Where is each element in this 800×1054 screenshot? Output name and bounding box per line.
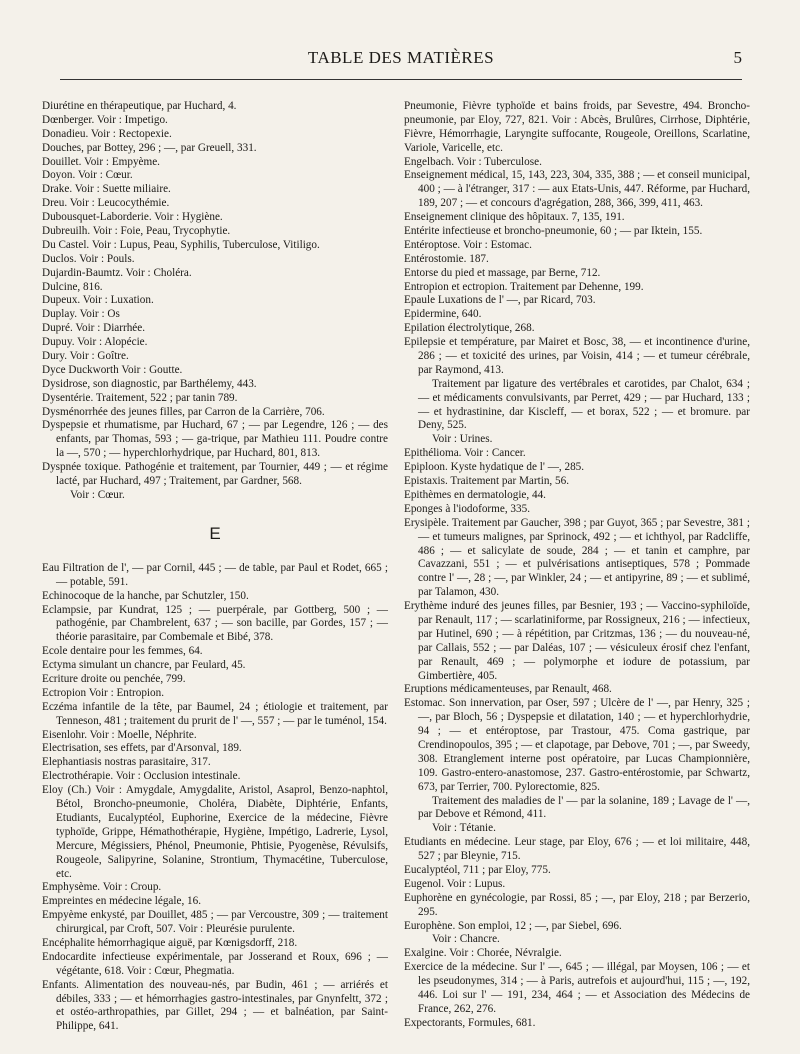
index-entry: Dubreuilh. Voir : Foie, Peau, Trycophytie. [42,225,231,238]
index-entry: Pneumonie, Fièvre typhoïde et bains froids, par Sevestre, 494. Broncho-pneumonie, par Eloy, 727, 821. Voir : Abcès, Brulûres, Cirrhose, Diphtérie, Fièvre, Hémorrhagie, Laryngite suffocante, Rougeole, Oreillons, Scarlatine, Variole, Varicelle, etc. [404,100,750,154]
index-entry: Emphysème. Voir : Croup. [42,881,162,894]
index-entry: Dysménorrhée des jeunes filles, par Carron de la Carrière, 706. [42,405,325,418]
index-entry: Dupeux. Voir : Luxation. [42,294,154,307]
index-entry: Dubousquet-Laborderie. Voir : Hygiène. [42,211,223,224]
index-entry: Du Castel. Voir : Lupus, Peau, Syphilis, Tuberculose, Vitiligo. [42,238,320,251]
index-entry: Electrothérapie. Voir : Occlusion intestinale. [42,770,241,783]
index-see-also: Voir : Chancre. [432,933,500,946]
index-entry: Europhène. Son emploi, 12 ; —, par Siebel, 696. [404,919,622,932]
index-entry: Epithélioma. Voir : Cancer. [404,447,526,460]
index-entry: Entorse du pied et massage, par Berne, 712. [404,266,601,279]
index-entry: Eau Filtration de l', — par Cornil, 445 ; — de table, par Paul et Rodet, 665 ; — potable, 591. [42,561,388,588]
index-entry: Epithèmes en dermatologie, 44. [404,488,546,501]
index-entry: Enseignement médical, 15, 143, 223, 304, 335, 388 ; — et conseil municipal, 400 ; — à l'étranger, 317 : — aux Etats-Unis, 447. Réforme, par Huchard, 189, 207 ; — et concours d'agrégation, 288, 366, 399, 411, 463. [404,169,750,210]
index-entry: Eloy (Ch.) Voir : Amygdale, Amygdalite, Aristol, Asaprol, Benzo-naphtol, Bétol, Broncho-pneumonie, Choléra, Diabète, Diphtérie, Enfants, Etudiants, Eucalyptéol, Euphorine, Exercice de la médecine, Fièvre typhoïde, Grippe, Hémathothérapie, Hygiène, Impétigo, Ladrerie, Lysol, Mercure, Mégissiers, Phénol, Pneumonie, Phtisie, Pyogenèse, Révulsifs, Rougeole, Salipyrine, Solanine, Strontium, Thymacétine, Tuberculose, etc. [42,784,388,880]
index-entry: Eugenol. Voir : Lupus. [404,877,506,890]
index-entry: Epiploon. Kyste hydatique de l' —, 285. [404,461,585,474]
index-entry: Dreu. Voir : Leucocythémie. [42,197,170,210]
index-see-also: Voir : Urines. [432,433,493,446]
index-entry: Donadieu. Voir : Rectopexie. [42,127,172,140]
page-header [60,48,742,72]
index-entry: Duplay. Voir : Os [42,308,120,321]
index-entry: Electrisation, ses effets, par d'Arsonval, 189. [42,742,242,755]
index-entry: Dysidrose, son diagnostic, par Barthélemy, 443. [42,377,257,390]
index-entry: Diurétine en thérapeutique, par Huchard, 4. [42,100,237,112]
index-entry: Erysipèle. Traitement par Gaucher, 398 ; par Guyot, 365 ; par Sevestre, 381 ; — et tumeurs malignes, par Sprinock, 492 ; — et ichthyol, par Radcliffe, 486 ; — et salicylate de soude, 284 ; — et tanin et camphre, par Cavazzani, 551 ; — et pulvérisations antiseptiques, 578 ; Pommade contre l' —, 28 ; —, par Winkler, 24 ; — et antipyrine, 89 ; — et sublimé, par Talamon, 430. [404,516,750,599]
index-entry: Empyème enkysté, par Douillet, 485 ; — par Vercoustre, 309 ; — traitement chirurgical, par Croft, 507. Voir : Pleurésie purulente. [42,909,388,936]
section-letter: E [209,523,221,543]
index-entry: Dyspnée toxique. Pathogénie et traitement, par Tournier, 449 ; — et régime lacté, par Huchard, 497 ; Traitement, par Gardner, 568. [42,461,388,488]
index-entry: Enfants. Alimentation des nouveau-nés, par Budin, 461 ; — arriérés et débiles, 333 ; — et hémorrhagies gastro-intestinales, par Gnynfeltt, 372 ; et ostéo-arthropathies, par Gillet, 294 ; — et balnéation, par Saint-Philippe, 641. [42,978,388,1033]
index-entry: Erythème induré des jeunes filles, par Besnier, 193 ; — Vaccino-syphiloïde, par Renault, 117 ; — scarlatiniforme, par Rossigneux, 216 ; — infectieux, par Hutinel, 690 ; — à répétition, par Critzmas, 136 ; — du nouveau-né, par Callais, 552 ; — par Daléas, 107 ; — vésiculeux érosif chez l'enfant, par Renault, 469 ; — polymorphe et iodure de potassium, par Gimbertière, 405. [404,600,750,682]
index-entry: Epistaxis. Traitement par Martin, 56. [404,475,569,488]
index-entry: Doyon. Voir : Cœur. [42,169,133,182]
index-see-also: Voir : Tétanie. [432,822,496,835]
index-entry: Eruptions médicamenteuses, par Renault, 468. [404,683,612,696]
index-entry: Entérostomie. 187. [404,252,489,265]
index-entry: Eucalyptéol, 711 ; par Eloy, 775. [404,863,551,876]
index-entry: Exercice de la médecine. Sur l' —, 645 ; — illégal, par Moysen, 106 ; — et les pseudonymes, 314 ; — à Paris, autrefois et aujourd'hui, 115 ; —, 192, 446. Loi sur l' — 191, 234, 464 ; — et Association des Médecins de France, 262, 276. [404,961,750,1015]
index-entry: Ectropion Voir : Entropion. [42,686,165,699]
index-entry: Empreintes en médecine légale, 16. [42,895,202,908]
index-entry: Euphorène en gynécologie, par Rossi, 85 ; —, par Eloy, 218 ; par Berzerio, 295. [404,891,750,918]
index-entry: Duclos. Voir : Pouls. [42,252,135,265]
index-entry: Endocardite infectieuse expérimentale, par Josserand et Roux, 696 ; — végétante, 618. Voir : Cœur, Phegmatia. [42,950,388,977]
index-subparagraph: Traitement des maladies de l' — par la solanine, 189 ; Lavage de l' —, par Debove et Rémond, 411. [418,794,750,821]
index-entry: Enseignement clinique des hôpitaux. 7, 135, 191. [404,211,625,224]
index-entry: Ectyma simulant un chancre, par Feulard, 45. [42,659,246,672]
index-entry: Etudiants en médecine. Leur stage, par Eloy, 676 ; — et loi militaire, 448, 527 ; par Bleynie, 715. [404,836,750,863]
index-entry: Epilepsie et température, par Mairet et Bosc, 38, — et incontinence d'urine, 286 ; — et toxicité des urines, par Voisin, 414 ; — et tumeur cérébrale, par Raymond, 413. [404,336,750,376]
index-entry: Eclampsie, par Kundrat, 125 ; — puerpérale, par Gottberg, 500 ; — pathogénie, par Chambrelent, 637 ; — son bacille, par Gordes, 157 ; — théorie parasitaire, par Combemale et Bibé, 378. [42,603,388,644]
index-entry: Epilation électrolytique, 268. [404,322,535,335]
index-entry: Expectorants, Formules, 681. [404,1016,536,1029]
index-entry: Dyspepsie et rhumatisme, par Huchard, 67 ; — par Legendre, 126 ; — des enfants, par Thomas, 593 ; — ga-trique, par Mathieu 111. Poudre contre la —, 570 ; — hyperchlorhydrique, par Huchard, 801, 813. [42,419,388,460]
index-entry: Eponges à l'iodoforme, 335. [404,502,530,515]
index-entry: Eczéma infantile de la tête, par Baumel, 24 ; étiologie et traitement, par Tenneson, 481 ; traitement du prurit de l' —, 557 ; — par le tuménol, 154. [42,700,388,727]
index-entry: Epidermine, 640. [404,308,482,321]
right-column [404,100,750,1031]
index-entry: Entéroptose. Voir : Estomac. [404,238,532,251]
index-entry: Exalgine. Voir : Chorée, Névralgie. [404,947,562,960]
index-entry: Ecriture droite ou penchée, 799. [42,673,186,686]
index-subparagraph: Traitement par ligature des vertébrales et carotides, par Chalot, 634 ; — et médicaments convulsivants, par Perret, 429 ; — par Huchard, 133 ; — et hydrastinine, dar Kiscleff, — et borax, 522 ; — et bromure. par Deny, 525. [418,377,750,432]
index-entry: Estomac. Son innervation, par Oser, 597 ; Ulcère de l' —, par Henry, 325 ; —, par Bloch, 56 ; Dyspepsie et dilatation, 140 ; — et hyperchlorhydrie, 94 ; — et entéroptose, par Trastour, 475. Coma gastrique, par Crendinopoulos, 395 ; — et clapotage, par Debove, 701 ; —, par Sweedy, 308. Etranglement interne post opératoire, par Lucas Championnière, 109. Gastro-entero-anastomose, 237. Gastro-entérostomie, par Schwartz, 673, par Terrier, 700. Pylorectomie, 825. [404,697,750,793]
index-entry: Douillet. Voir : Empyème. [42,155,160,168]
page-title: TABLE DES MATIÈRES [307,48,495,67]
index-entry: Dœnberger. Voir : Impetigo. [42,113,168,126]
index-entry: Engelbach. Voir : Tuberculose. [404,155,542,168]
index-entry: Entropion et ectropion. Traitement par Dehenne, 199. [404,280,644,293]
index-entry: Eisenlohr. Voir : Moelle, Néphrite. [42,728,197,741]
index-entry: Dupré. Voir : Diarrhée. [42,322,146,335]
page-number: 5 [733,48,742,67]
index-entry: Dysentérie. Traitement, 522 ; par tanin 789. [42,391,238,404]
index-entry: Echinocoque de la hanche, par Schutzler, 150. [42,589,249,602]
index-entry: Dulcine, 816. [42,280,103,293]
index-entry: Douches, par Bottey, 296 ; —, par Greuell, 331. [42,141,257,154]
index-entry: Encéphalite hémorrhagique aiguë, par Kœnigsdorff, 218. [42,936,298,949]
index-entry: Elephantiasis nostras parasitaire, 317. [42,756,211,769]
index-entry: Ecole dentaire pour les femmes, 64. [42,645,203,658]
header-rule [60,79,742,80]
index-entry: Voir : Cœur. [70,488,125,501]
left-column [42,100,388,1034]
index-entry: Dupuy. Voir : Alopécie. [42,336,148,349]
index-entry: Dujardin-Baumtz. Voir : Choléra. [42,266,192,279]
index-entry: Drake. Voir : Suette miliaire. [42,183,171,196]
index-entry: Entérite infectieuse et broncho-pneumonie, 60 ; — par Iktein, 155. [404,225,703,238]
index-entry: Dury. Voir : Goître. [42,350,129,363]
index-entry: Epaule Luxations de l' —, par Ricard, 703. [404,294,596,307]
index-entry: Dyce Duckworth Voir : Goutte. [42,363,183,376]
